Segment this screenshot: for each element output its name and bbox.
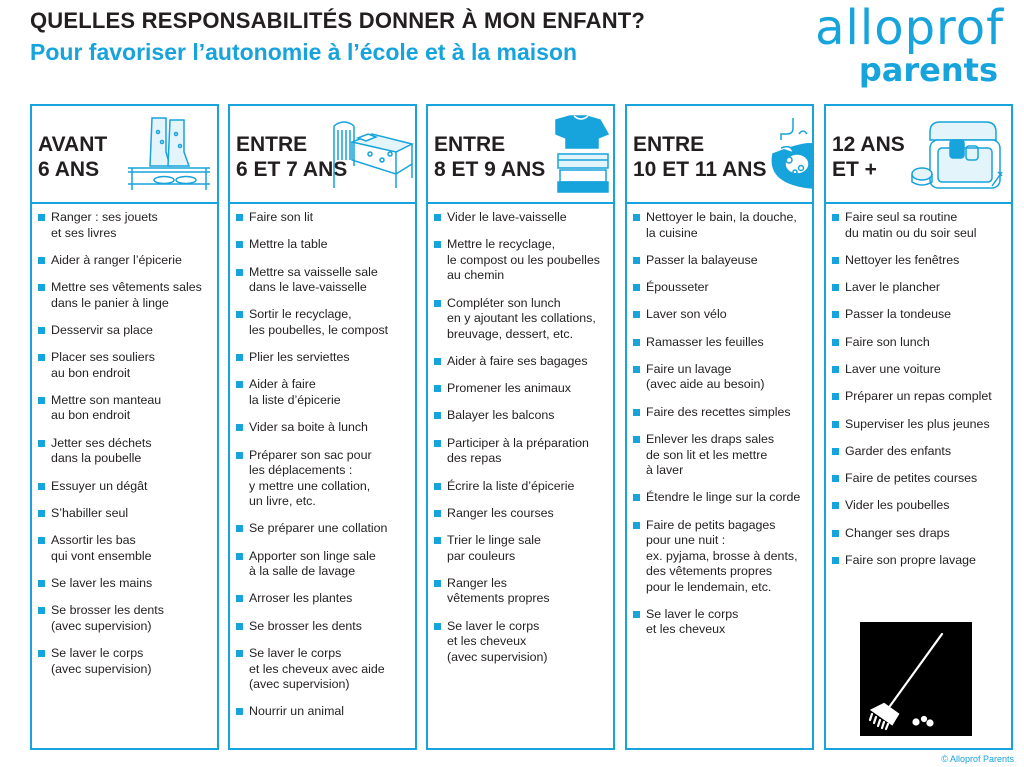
list-item: Jetter ses déchets dans la poubelle (36, 436, 213, 467)
column-header (627, 106, 812, 204)
list-item: Nettoyer les fenêtres (830, 253, 1007, 269)
boots-on-shoe-rack-icon (124, 112, 216, 194)
column-heading: ENTRE 10 ET 11 ANS (633, 133, 767, 181)
column-12-ans-et-plus (824, 104, 1013, 750)
list-item: Se laver le corps (avec supervision) (36, 646, 213, 677)
page-subtitle: Pour favoriser l’autonomie à l’école et à la maison (30, 39, 578, 65)
list-item: Aider à faire la liste d’épicerie (234, 377, 411, 408)
list-item: Aider à ranger l’épicerie (36, 253, 213, 269)
list-item: Balayer les balcons (432, 408, 609, 424)
list-item: Faire de petites courses (830, 471, 1007, 487)
broom-icon (860, 622, 972, 736)
list-item: Faire un lavage (avec aide au besoin) (631, 362, 808, 393)
list-item: Changer ses draps (830, 526, 1007, 542)
logo-sub-text: parents (858, 51, 998, 89)
list-item: Ranger : ses jouets et ses livres (36, 210, 213, 241)
list-item: Faire son lit (234, 210, 411, 226)
list-item: Superviser les plus jeunes (830, 417, 1007, 433)
alloprof-logo[interactable] (815, 0, 1004, 89)
responsibility-list (32, 204, 217, 677)
list-item: Laver une voiture (830, 362, 1007, 378)
list-item: Se brosser les dents (234, 619, 411, 635)
list-item: Placer ses souliers au bon endroit (36, 350, 213, 381)
list-item: Arroser les plantes (234, 591, 411, 607)
list-item: S’habiller seul (36, 506, 213, 522)
column-avant-6-ans (30, 104, 219, 750)
column-8-9-ans (426, 104, 615, 750)
list-item: Mettre le recyclage, le compost ou les poubelles au chemin (432, 237, 609, 284)
list-item: Mettre son manteau au bon endroit (36, 393, 213, 424)
list-item: Vider le lave-vaisselle (432, 210, 609, 226)
list-item: Ramasser les feuilles (631, 335, 808, 351)
list-item: Faire des recettes simples (631, 405, 808, 421)
list-item: Ranger les vêtements propres (432, 576, 609, 607)
column-6-7-ans (228, 104, 417, 750)
list-item: Faire son lunch (830, 335, 1007, 351)
responsibility-list (826, 204, 1011, 569)
list-item: Enlever les draps sales de son lit et les mettre à laver (631, 432, 808, 479)
list-item: Faire son propre lavage (830, 553, 1007, 569)
logo-main-text: alloprof (815, 0, 1004, 56)
list-item: Compléter son lunch en y ajoutant les collations, breuvage, dessert, etc. (432, 296, 609, 343)
list-item: Garder des enfants (830, 444, 1007, 460)
list-item: Se laver le corps et les cheveux (631, 607, 808, 638)
list-item: Préparer son sac pour les déplacements : y mettre une collation, un livre, etc. (234, 448, 411, 510)
list-item: Mettre sa vaisselle sale dans le lave-vaisselle (234, 265, 411, 296)
list-item: Ranger les courses (432, 506, 609, 522)
column-heading: ENTRE 8 ET 9 ANS (434, 133, 546, 181)
list-item: Plier les serviettes (234, 350, 411, 366)
list-item: Se laver le corps et les cheveux (avec supervision) (432, 619, 609, 666)
column-header (230, 106, 415, 204)
list-item: Nourrir un animal (234, 704, 411, 720)
list-item: Passer la tondeuse (830, 307, 1007, 323)
bed-icon (330, 114, 416, 194)
column-header (32, 106, 217, 204)
column-heading: 12 ANS ET + (832, 133, 905, 181)
list-item: Nettoyer le bain, la douche, la cuisine (631, 210, 808, 241)
column-heading: ENTRE 6 ET 7 ANS (236, 133, 348, 181)
list-item: Assortir les bas qui vont ensemble (36, 533, 213, 564)
lunch-box-icon (904, 114, 1008, 198)
column-10-11-ans (625, 104, 814, 750)
list-item: Préparer un repas complet (830, 389, 1007, 405)
list-item: Se brosser les dents (avec supervision) (36, 603, 213, 634)
list-item: Passer la balayeuse (631, 253, 808, 269)
broom-image (860, 622, 972, 736)
list-item: Se préparer une collation (234, 521, 411, 537)
column-header (428, 106, 613, 204)
responsibility-list (230, 204, 415, 720)
list-item: Apporter son linge sale à la salle de lavage (234, 549, 411, 580)
list-item: Se laver le corps et les cheveux avec aide (avec supervision) (234, 646, 411, 693)
list-item: Sortir le recyclage, les poubelles, le compost (234, 307, 411, 338)
list-item: Mettre ses vêtements sales dans le panier à linge (36, 280, 213, 311)
list-item: Essuyer un dégât (36, 479, 213, 495)
list-item: Écrire la liste d’épicerie (432, 479, 609, 495)
list-item: Desservir sa place (36, 323, 213, 339)
list-item: Promener les animaux (432, 381, 609, 397)
list-item: Vider sa boite à lunch (234, 420, 411, 436)
copyright-notice: © Alloprof Parents (941, 754, 1014, 764)
folded-clothes-icon (552, 112, 614, 196)
list-item: Étendre le linge sur la corde (631, 490, 808, 506)
list-item: Épousseter (631, 280, 808, 296)
list-item: Participer à la préparation des repas (432, 436, 609, 467)
list-item: Aider à faire ses bagages (432, 354, 609, 370)
list-item: Trier le linge sale par couleurs (432, 533, 609, 564)
responsibility-list (428, 204, 613, 665)
list-item: Mettre la table (234, 237, 411, 253)
list-item: Faire de petits bagages pour une nuit : ex. pyjama, brosse à dents, des vêtements propres pour le lendemain, etc. (631, 518, 808, 596)
sink-with-dishes-icon (767, 114, 813, 196)
column-heading: AVANT 6 ANS (38, 133, 108, 181)
list-item: Laver le plancher (830, 280, 1007, 296)
responsibility-list (627, 204, 812, 638)
list-item: Se laver les mains (36, 576, 213, 592)
list-item: Faire seul sa routine du matin ou du soir seul (830, 210, 1007, 241)
column-header (826, 106, 1011, 204)
list-item: Laver son vélo (631, 307, 808, 323)
page-title: QUELLES RESPONSABILITÉS DONNER À MON ENFANT? (30, 8, 646, 33)
list-item: Vider les poubelles (830, 498, 1007, 514)
